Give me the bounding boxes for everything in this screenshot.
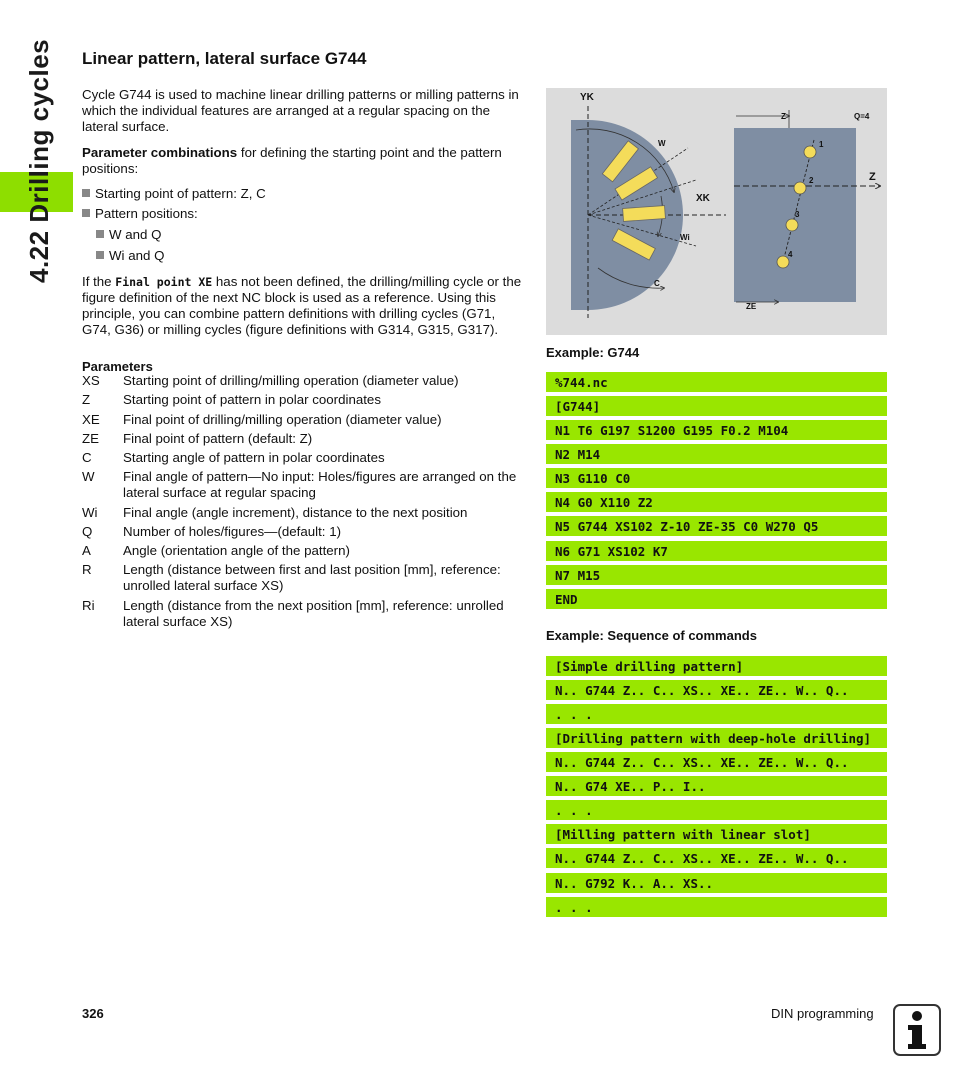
intro-paragraph: Cycle G744 is used to machine linear drilling patterns or milling patterns in which the individual features are arranged at a regular spacing on the lateral surface. [82, 87, 519, 134]
code-line: . . . [546, 897, 887, 917]
code-line: N4 G0 X110 Z2 [546, 492, 887, 512]
label-hole-2: 2 [809, 176, 814, 185]
code-line: N.. G744 Z.. C.. XS.. XE.. ZE.. W.. Q.. [546, 752, 887, 772]
label-w: W [658, 139, 666, 148]
combination-paragraph [82, 145, 522, 177]
bullet-start-point: Starting point of pattern: Z, C [82, 186, 266, 202]
hole-2 [794, 182, 806, 194]
final-point-code: Final point XE [115, 275, 213, 289]
label-q: Q=4 [854, 112, 870, 121]
code-line: %744.nc [546, 372, 887, 392]
slot-feature [623, 206, 666, 222]
code-line: N.. G74 XE.. P.. I.. [546, 776, 887, 796]
bullet-square-icon [82, 189, 90, 197]
label-yk: YK [580, 92, 594, 103]
pattern-illustration [546, 88, 887, 335]
example1-caption: Example: G744 [546, 345, 640, 360]
page-number: 326 [82, 1006, 104, 1021]
combination-text: for defining the starting point and the pattern positions: [82, 145, 502, 176]
code-line: N.. G744 Z.. C.. XS.. XE.. ZE.. W.. Q.. [546, 848, 887, 868]
code-line: N.. G744 Z.. C.. XS.. XE.. ZE.. W.. Q.. [546, 680, 887, 700]
code-line: END [546, 589, 887, 609]
footer-section-name: DIN programming [771, 1006, 874, 1021]
sub-bullet-w-q: W and Q [96, 227, 161, 243]
code-line: N6 G71 XS102 K7 [546, 541, 887, 561]
code-line: [Drilling pattern with deep-hole drilling] [546, 728, 887, 748]
label-hole-4: 4 [788, 250, 793, 259]
example2-caption: Example: Sequence of commands [546, 628, 757, 643]
hole-1 [804, 146, 816, 158]
combination-bold: Parameter combinations [82, 145, 238, 160]
code-line: N5 G744 XS102 Z-10 ZE-35 C0 W270 Q5 [546, 516, 887, 536]
code-line: N.. G792 K.. A.. XS.. [546, 873, 887, 893]
label-z-dim: Z [781, 112, 786, 121]
bullet-pattern-positions: Pattern positions: [82, 206, 198, 222]
info-icon [893, 1004, 941, 1056]
label-wi: Wi [680, 233, 690, 242]
section-heading: Linear pattern, lateral surface G744 [82, 49, 367, 68]
code-line: [Simple drilling pattern] [546, 656, 887, 676]
label-xk: XK [696, 193, 710, 204]
code-line: . . . [546, 704, 887, 724]
final-point-paragraph: If the Final point XE has not been defined, the drilling/milling cycle or the figure definition of the next NC block is used as a reference. Using this principle, you can combine pattern definitions with drilling cycles (G71, G74, G36) or milling cycles (figure definitions with G314, G315, G317). [82, 274, 522, 337]
label-c: C [654, 279, 660, 288]
end-view [571, 92, 726, 318]
hole-3 [786, 219, 798, 231]
label-hole-1: 1 [819, 140, 824, 149]
code-line: [G744] [546, 396, 887, 416]
parameters-heading: Parameters [82, 359, 153, 374]
bullet-square-icon [96, 230, 104, 238]
code-line: N2 M14 [546, 444, 887, 464]
bullet-square-icon [96, 251, 104, 259]
code-line: N3 G110 C0 [546, 468, 887, 488]
pattern-diagram [546, 88, 887, 335]
sub-bullet-wi-q: Wi and Q [96, 248, 164, 264]
lateral-view [734, 110, 880, 311]
code-line: N7 M15 [546, 565, 887, 585]
bullet-square-icon [82, 209, 90, 217]
label-hole-3: 3 [795, 210, 800, 219]
label-ze: ZE [746, 302, 757, 311]
code-line: [Milling pattern with linear slot] [546, 824, 887, 844]
label-z-axis: Z [869, 171, 876, 183]
code-line: . . . [546, 800, 887, 820]
code-line: N1 T6 G197 S1200 G195 F0.2 M104 [546, 420, 887, 440]
